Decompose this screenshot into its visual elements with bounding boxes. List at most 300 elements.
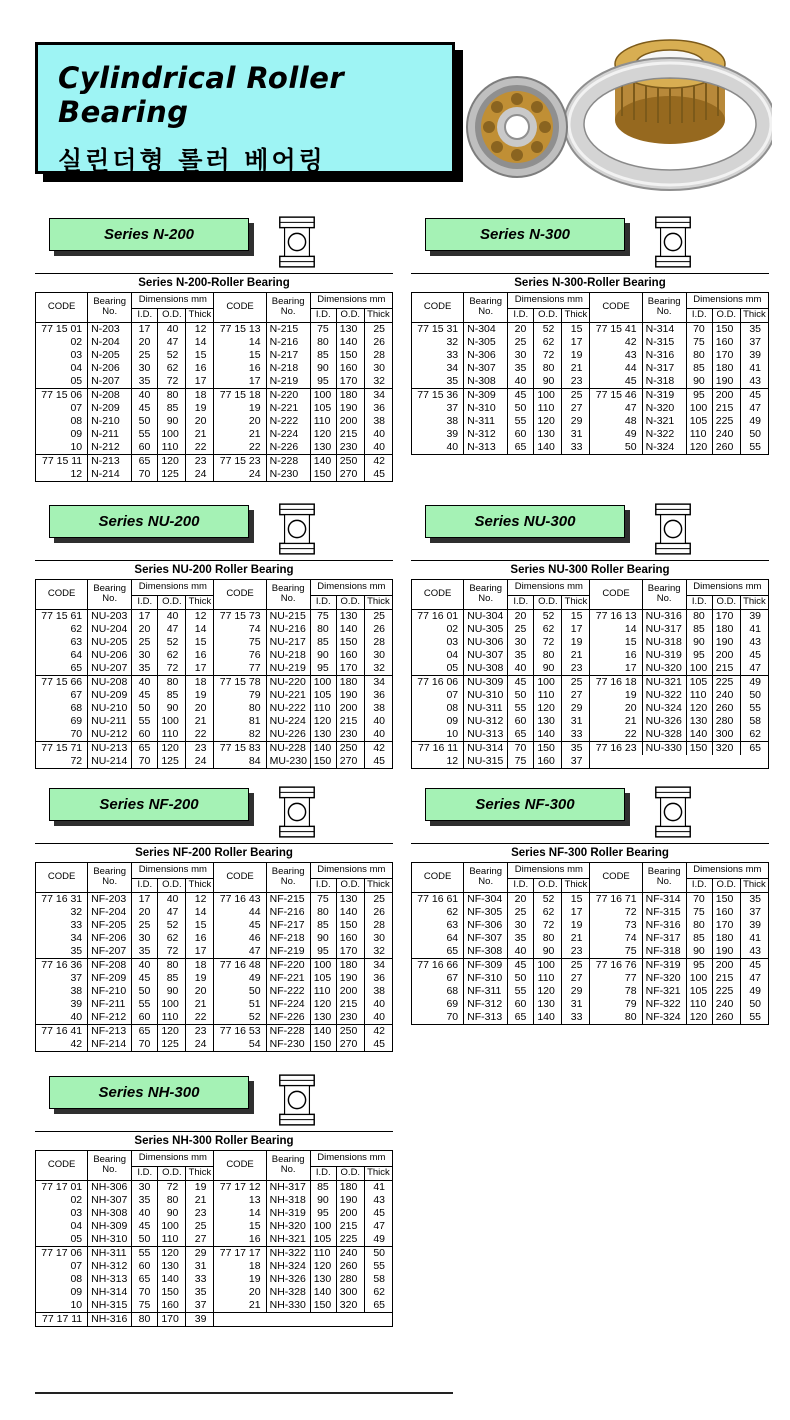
thick-cell: 33 xyxy=(562,728,590,742)
col-header-code: CODE xyxy=(214,293,266,322)
od-cell: 62 xyxy=(534,623,562,636)
bearing-no-cell: NF-230 xyxy=(266,1038,310,1052)
thick-cell: 30 xyxy=(364,649,392,662)
id-cell: 65 xyxy=(508,728,534,742)
id-cell: 105 xyxy=(686,415,712,428)
thick-cell: 22 xyxy=(186,441,214,455)
id-cell: 35 xyxy=(508,362,534,375)
thick-cell: 15 xyxy=(186,919,214,932)
bearing-no-cell: N-209 xyxy=(88,402,132,415)
id-cell: 130 xyxy=(310,441,336,455)
bearing-no-cell: NF-316 xyxy=(642,919,686,932)
thick-cell: 16 xyxy=(186,932,214,945)
thick-cell: 22 xyxy=(186,728,214,742)
od-cell: 200 xyxy=(336,985,364,998)
id-cell: 150 xyxy=(310,755,336,769)
table-block-n200 xyxy=(35,273,393,482)
thick-cell: 19 xyxy=(562,349,590,362)
empty-cells xyxy=(590,755,769,769)
table-row xyxy=(36,402,393,415)
thick-cell: 25 xyxy=(562,388,590,402)
id-cell: 45 xyxy=(132,402,158,415)
thick-cell: 23 xyxy=(562,375,590,389)
thick-cell: 32 xyxy=(364,662,392,676)
bearing-no-cell: NH-315 xyxy=(88,1299,132,1313)
col-header-od: O.D. xyxy=(712,878,740,892)
bearing-no-cell: NF-221 xyxy=(266,972,310,985)
code-cell: 68 xyxy=(36,702,88,715)
col-header-od: O.D. xyxy=(158,308,186,322)
bearing-no-cell: NU-304 xyxy=(464,609,508,623)
od-cell: 52 xyxy=(534,322,562,336)
thick-cell: 40 xyxy=(364,441,392,455)
series-label-text: Series NF-200 xyxy=(99,796,199,813)
col-header-bearing-no: Bearing No. xyxy=(266,580,310,609)
code-cell: 74 xyxy=(214,623,266,636)
row-group xyxy=(412,958,769,1024)
od-cell: 320 xyxy=(336,1299,364,1313)
code-cell: 45 xyxy=(214,919,266,932)
bearing-no-cell: NF-312 xyxy=(464,998,508,1011)
bearing-cross-section-icon xyxy=(651,501,695,557)
id-cell: 85 xyxy=(310,1180,336,1194)
table-row xyxy=(412,415,769,428)
table-n200 xyxy=(35,293,393,482)
od-cell: 200 xyxy=(336,702,364,715)
bearing-no-cell: N-321 xyxy=(642,415,686,428)
bearing-no-cell: NF-228 xyxy=(266,1024,310,1038)
bearing-no-cell: NF-214 xyxy=(88,1038,132,1052)
id-cell: 150 xyxy=(310,468,336,482)
bearing-no-cell: NF-215 xyxy=(266,892,310,906)
table-row xyxy=(36,985,393,998)
id-cell: 80 xyxy=(686,609,712,623)
od-cell: 62 xyxy=(534,336,562,349)
bearing-no-cell: NF-319 xyxy=(642,958,686,972)
thick-cell: 34 xyxy=(364,675,392,689)
col-header-id: I.D. xyxy=(508,308,534,322)
od-cell: 72 xyxy=(534,636,562,649)
code-cell: 08 xyxy=(36,1273,88,1286)
bearing-no-cell: NU-218 xyxy=(266,649,310,662)
thick-cell: 55 xyxy=(740,702,768,715)
id-cell: 120 xyxy=(310,428,336,441)
table-row xyxy=(36,623,393,636)
table-row xyxy=(36,468,393,482)
od-cell: 150 xyxy=(712,892,740,906)
od-cell: 180 xyxy=(712,362,740,375)
thick-cell: 35 xyxy=(186,1286,214,1299)
code-cell: 43 xyxy=(590,349,642,362)
table-title-nu200: Series NU-200 Roller Bearing xyxy=(35,560,393,580)
thick-cell: 45 xyxy=(740,649,768,662)
code-cell: 77 15 23 xyxy=(214,454,266,468)
bearing-no-cell: NU-307 xyxy=(464,649,508,662)
bearing-no-cell: NH-313 xyxy=(88,1273,132,1286)
thick-cell: 42 xyxy=(364,741,392,755)
bearing-no-cell: NU-315 xyxy=(464,755,508,769)
id-cell: 70 xyxy=(132,1038,158,1052)
col-header-od: O.D. xyxy=(534,595,562,609)
id-cell: 30 xyxy=(132,1180,158,1194)
od-cell: 62 xyxy=(534,906,562,919)
bearing-no-cell: N-216 xyxy=(266,336,310,349)
thick-cell: 41 xyxy=(740,362,768,375)
thick-cell: 30 xyxy=(364,362,392,375)
thick-cell: 31 xyxy=(186,1260,214,1273)
id-cell: 130 xyxy=(310,1011,336,1025)
od-cell: 110 xyxy=(158,1011,186,1025)
od-cell: 90 xyxy=(158,415,186,428)
thick-cell: 21 xyxy=(186,1194,214,1207)
col-header-code: CODE xyxy=(36,1151,88,1180)
id-cell: 105 xyxy=(310,1233,336,1247)
code-cell: 47 xyxy=(214,945,266,959)
row-group xyxy=(412,892,769,958)
bearing-no-cell: NU-211 xyxy=(88,715,132,728)
thick-cell: 21 xyxy=(562,932,590,945)
thick-cell: 38 xyxy=(364,702,392,715)
thick-cell: 50 xyxy=(364,1246,392,1260)
table-row xyxy=(36,1220,393,1233)
od-cell: 260 xyxy=(336,1260,364,1273)
code-cell: 77 xyxy=(214,662,266,676)
od-cell: 190 xyxy=(336,689,364,702)
code-cell: 16 xyxy=(590,649,642,662)
code-cell: 77 16 71 xyxy=(590,892,642,906)
thick-cell: 50 xyxy=(740,428,768,441)
bearing-no-cell: NH-310 xyxy=(88,1233,132,1247)
od-cell: 240 xyxy=(712,998,740,1011)
bearing-no-cell: NF-205 xyxy=(88,919,132,932)
empty-cells xyxy=(214,1312,393,1326)
table-row xyxy=(36,1260,393,1273)
od-cell: 130 xyxy=(534,428,562,441)
code-cell: 22 xyxy=(590,728,642,742)
bearing-no-cell: NF-209 xyxy=(88,972,132,985)
thick-cell: 28 xyxy=(364,349,392,362)
table-row xyxy=(36,919,393,932)
od-cell: 120 xyxy=(158,1246,186,1260)
code-cell: 19 xyxy=(590,689,642,702)
code-cell: 77 17 11 xyxy=(36,1312,88,1326)
bearing-no-cell: NF-309 xyxy=(464,958,508,972)
od-cell: 260 xyxy=(712,702,740,715)
id-cell: 25 xyxy=(132,349,158,362)
id-cell: 85 xyxy=(310,636,336,649)
bearing-no-cell: NU-206 xyxy=(88,649,132,662)
thick-cell: 55 xyxy=(364,1260,392,1273)
table-row xyxy=(412,715,769,728)
bearing-no-cell: NU-224 xyxy=(266,715,310,728)
code-cell: 22 xyxy=(214,441,266,455)
code-cell: 17 xyxy=(214,375,266,389)
code-cell: 77 16 31 xyxy=(36,892,88,906)
table-row xyxy=(36,1207,393,1220)
table-row xyxy=(36,728,393,742)
code-cell: 10 xyxy=(412,728,464,742)
code-cell: 39 xyxy=(36,998,88,1011)
thick-cell: 20 xyxy=(186,985,214,998)
thick-cell: 49 xyxy=(740,675,768,689)
id-cell: 150 xyxy=(310,1299,336,1313)
col-header-id: I.D. xyxy=(132,878,158,892)
bearing-no-cell: NU-328 xyxy=(642,728,686,742)
col-header-thick: Thick xyxy=(364,1166,392,1180)
col-header-bearing-no: Bearing No. xyxy=(88,1151,132,1180)
table-row xyxy=(412,349,769,362)
code-cell: 09 xyxy=(36,1286,88,1299)
code-cell: 03 xyxy=(412,636,464,649)
od-cell: 90 xyxy=(158,985,186,998)
code-cell: 37 xyxy=(412,402,464,415)
od-cell: 80 xyxy=(158,1194,186,1207)
bearing-no-cell: N-213 xyxy=(88,454,132,468)
code-cell: 79 xyxy=(590,998,642,1011)
id-cell: 45 xyxy=(132,972,158,985)
col-header-id: I.D. xyxy=(310,1166,336,1180)
id-cell: 90 xyxy=(686,375,712,389)
thick-cell: 15 xyxy=(562,892,590,906)
table-row xyxy=(36,675,393,689)
code-cell: 68 xyxy=(412,985,464,998)
id-cell: 55 xyxy=(132,1246,158,1260)
section-n200 xyxy=(35,218,393,482)
id-cell: 75 xyxy=(310,322,336,336)
bearing-no-cell: NH-312 xyxy=(88,1260,132,1273)
row-group xyxy=(412,741,769,768)
row-group xyxy=(36,1312,393,1326)
id-cell: 90 xyxy=(310,932,336,945)
table-row xyxy=(36,689,393,702)
table-row xyxy=(36,958,393,972)
od-cell: 100 xyxy=(158,715,186,728)
code-cell: 40 xyxy=(36,1011,88,1025)
code-cell: 34 xyxy=(412,362,464,375)
code-cell: 18 xyxy=(214,1260,266,1273)
table-row xyxy=(412,728,769,742)
id-cell: 120 xyxy=(310,715,336,728)
col-header-code: CODE xyxy=(36,580,88,609)
id-cell: 130 xyxy=(686,715,712,728)
id-cell: 110 xyxy=(686,998,712,1011)
col-header-od: O.D. xyxy=(336,878,364,892)
bearing-no-cell: NU-312 xyxy=(464,715,508,728)
bearing-no-cell: NH-316 xyxy=(88,1312,132,1326)
id-cell: 60 xyxy=(132,728,158,742)
thick-cell: 18 xyxy=(186,388,214,402)
code-cell: 80 xyxy=(214,702,266,715)
od-cell: 160 xyxy=(534,755,562,769)
code-cell: 77 16 48 xyxy=(214,958,266,972)
code-cell: 39 xyxy=(412,428,464,441)
id-cell: 100 xyxy=(686,972,712,985)
series-label-nu200 xyxy=(49,505,249,538)
bearing-no-cell: NU-212 xyxy=(88,728,132,742)
od-cell: 72 xyxy=(158,375,186,389)
bearing-no-cell: NU-326 xyxy=(642,715,686,728)
id-cell: 70 xyxy=(508,741,534,755)
bearing-no-cell: NU-216 xyxy=(266,623,310,636)
code-cell: 45 xyxy=(590,375,642,389)
od-cell: 90 xyxy=(158,702,186,715)
bearing-no-cell: N-310 xyxy=(464,402,508,415)
id-cell: 75 xyxy=(310,892,336,906)
thick-cell: 55 xyxy=(740,1011,768,1025)
thick-cell: 27 xyxy=(562,972,590,985)
code-cell: 38 xyxy=(412,415,464,428)
thick-cell: 26 xyxy=(364,336,392,349)
id-cell: 40 xyxy=(132,675,158,689)
thick-cell: 19 xyxy=(186,402,214,415)
row-group xyxy=(36,609,393,675)
bearing-no-cell: NU-316 xyxy=(642,609,686,623)
id-cell: 25 xyxy=(132,636,158,649)
thick-cell: 45 xyxy=(364,1038,392,1052)
id-cell: 70 xyxy=(132,468,158,482)
table-block-nf300 xyxy=(411,843,769,1025)
od-cell: 52 xyxy=(534,892,562,906)
id-cell: 100 xyxy=(686,402,712,415)
thick-cell: 45 xyxy=(740,958,768,972)
od-cell: 110 xyxy=(158,728,186,742)
thick-cell: 37 xyxy=(562,755,590,769)
bearing-no-cell: NF-208 xyxy=(88,958,132,972)
bearing-no-cell: NF-305 xyxy=(464,906,508,919)
bearing-no-cell: N-228 xyxy=(266,454,310,468)
code-cell: 08 xyxy=(412,702,464,715)
id-cell: 140 xyxy=(310,1024,336,1038)
thick-cell: 40 xyxy=(364,1011,392,1025)
id-cell: 55 xyxy=(132,715,158,728)
thick-cell: 17 xyxy=(562,623,590,636)
code-cell: 84 xyxy=(214,755,266,769)
table-row xyxy=(36,441,393,455)
thick-cell: 21 xyxy=(186,715,214,728)
od-cell: 125 xyxy=(158,1038,186,1052)
col-header-thick: Thick xyxy=(562,308,590,322)
code-cell: 09 xyxy=(36,428,88,441)
od-cell: 47 xyxy=(158,906,186,919)
thick-cell: 23 xyxy=(562,945,590,959)
bearing-no-cell: NH-319 xyxy=(266,1207,310,1220)
od-cell: 52 xyxy=(158,919,186,932)
id-cell: 130 xyxy=(310,1273,336,1286)
thick-cell: 25 xyxy=(364,609,392,623)
code-cell: 42 xyxy=(36,1038,88,1052)
bearing-no-cell: MU-230 xyxy=(266,755,310,769)
code-cell: 77 15 78 xyxy=(214,675,266,689)
thick-cell: 47 xyxy=(740,972,768,985)
table-row xyxy=(36,945,393,959)
od-cell: 240 xyxy=(712,689,740,702)
table-row xyxy=(36,1246,393,1260)
table-nf200 xyxy=(35,863,393,1052)
series-label-row xyxy=(35,788,393,843)
id-cell: 25 xyxy=(508,906,534,919)
table-row xyxy=(36,662,393,676)
code-cell: 05 xyxy=(36,375,88,389)
col-header-thick: Thick xyxy=(740,308,768,322)
series-label-text: Series NF-300 xyxy=(475,796,575,813)
id-cell: 65 xyxy=(508,1011,534,1025)
id-cell: 100 xyxy=(310,958,336,972)
id-cell: 95 xyxy=(686,388,712,402)
thick-cell: 23 xyxy=(186,1024,214,1038)
od-cell: 280 xyxy=(712,715,740,728)
bearing-no-cell: NU-305 xyxy=(464,623,508,636)
bearing-cross-section-icon xyxy=(275,214,319,270)
bearing-no-cell: N-313 xyxy=(464,441,508,455)
table-row xyxy=(36,362,393,375)
id-cell: 20 xyxy=(132,623,158,636)
code-cell: 05 xyxy=(36,1233,88,1247)
col-header-bearing-no: Bearing No. xyxy=(642,293,686,322)
id-cell: 90 xyxy=(686,945,712,959)
bearing-no-cell: NU-208 xyxy=(88,675,132,689)
id-cell: 40 xyxy=(132,388,158,402)
od-cell: 160 xyxy=(158,1299,186,1313)
od-cell: 110 xyxy=(534,402,562,415)
id-cell: 40 xyxy=(132,1207,158,1220)
bearing-cross-section-icon xyxy=(275,501,319,557)
id-cell: 95 xyxy=(310,662,336,676)
thick-cell: 45 xyxy=(364,468,392,482)
id-cell: 95 xyxy=(310,1207,336,1220)
table-title-nh300: Series NH-300 Roller Bearing xyxy=(35,1131,393,1151)
od-cell: 80 xyxy=(158,958,186,972)
thick-cell: 43 xyxy=(740,375,768,389)
od-cell: 225 xyxy=(712,985,740,998)
code-cell: 80 xyxy=(590,1011,642,1025)
od-cell: 270 xyxy=(336,468,364,482)
code-cell: 33 xyxy=(412,349,464,362)
thick-cell: 45 xyxy=(364,755,392,769)
od-cell: 150 xyxy=(158,1286,186,1299)
od-cell: 240 xyxy=(336,1246,364,1260)
code-cell: 77 16 23 xyxy=(590,741,642,755)
bearing-no-cell: NU-217 xyxy=(266,636,310,649)
code-cell: 04 xyxy=(412,649,464,662)
code-cell: 09 xyxy=(412,715,464,728)
bearing-no-cell: NH-320 xyxy=(266,1220,310,1233)
code-cell: 24 xyxy=(214,468,266,482)
bearing-no-cell: NU-311 xyxy=(464,702,508,715)
thick-cell: 23 xyxy=(186,1207,214,1220)
thick-cell: 62 xyxy=(364,1286,392,1299)
od-cell: 40 xyxy=(158,609,186,623)
table-row xyxy=(412,932,769,945)
code-cell: 16 xyxy=(214,362,266,375)
col-header-dimensions: Dimensions mm xyxy=(686,293,768,308)
od-cell: 120 xyxy=(158,1024,186,1038)
id-cell: 50 xyxy=(132,702,158,715)
table-row xyxy=(412,609,769,623)
thick-cell: 23 xyxy=(186,741,214,755)
id-cell: 60 xyxy=(508,715,534,728)
thick-cell: 16 xyxy=(186,649,214,662)
thick-cell: 32 xyxy=(364,945,392,959)
row-group xyxy=(36,741,393,768)
od-cell: 47 xyxy=(158,623,186,636)
bearing-no-cell: N-230 xyxy=(266,468,310,482)
thick-cell: 47 xyxy=(364,1220,392,1233)
thick-cell: 15 xyxy=(186,349,214,362)
col-header-od: O.D. xyxy=(336,1166,364,1180)
table-row xyxy=(412,675,769,689)
id-cell: 45 xyxy=(508,958,534,972)
thick-cell: 23 xyxy=(186,454,214,468)
